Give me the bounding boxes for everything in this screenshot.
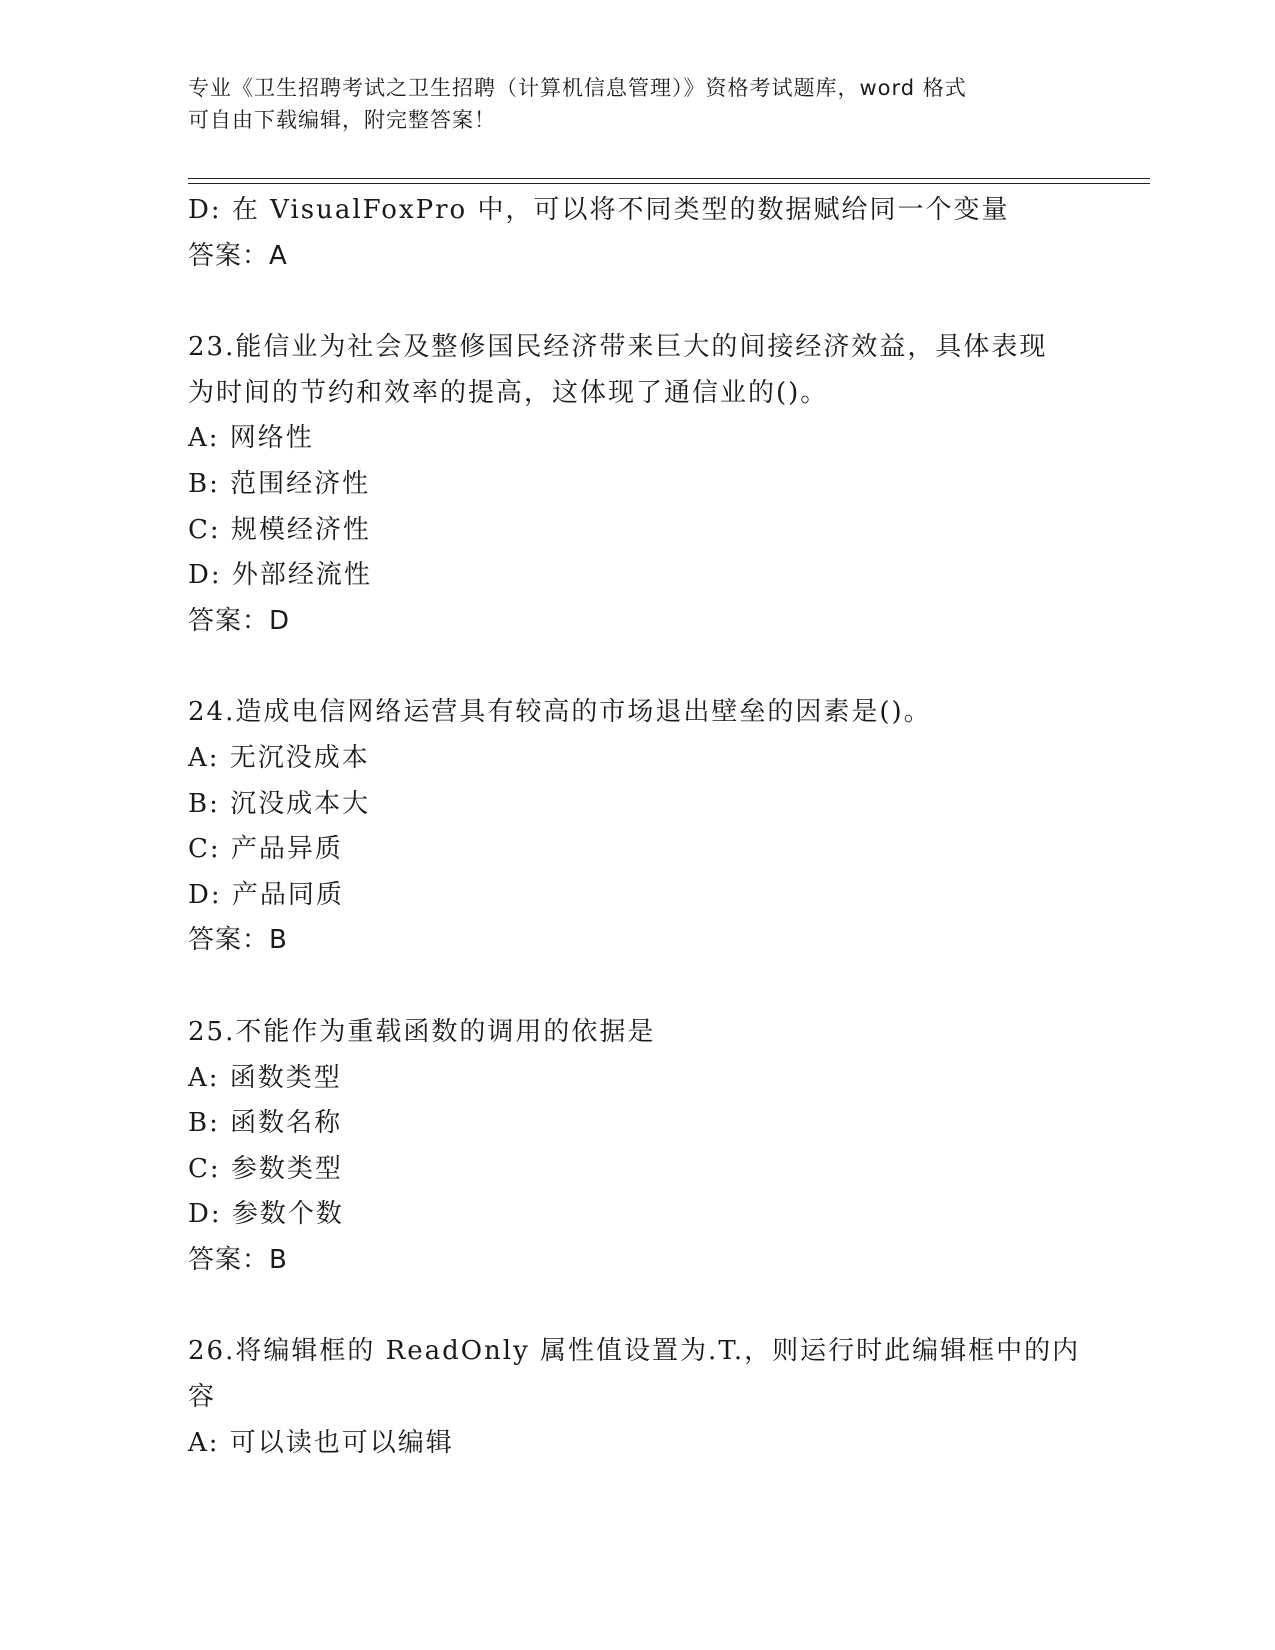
document-header (188, 72, 1068, 136)
question-23 (188, 325, 1088, 644)
spacer (188, 644, 1088, 690)
option-b: B: 函数名称 (188, 1108, 343, 1139)
header-line-2: 可自由下载编辑，附完整答案！ (188, 108, 496, 132)
prev-answer: 答案：A (188, 240, 288, 271)
option-a: A: 函数类型 (188, 1062, 342, 1093)
spacer (188, 964, 1088, 1010)
option-d: D: 产品同质 (188, 879, 344, 910)
question-stem: 23.能信业为社会及整修国民经济带来巨大的间接经济效益，具体表现 (188, 332, 1048, 363)
answer: 答案：D (188, 605, 291, 636)
question-25 (188, 1010, 1088, 1284)
header-divider-bottom (188, 183, 1150, 184)
question-stem: 26.将编辑框的 ReadOnly 属性值设置为.T.，则运行时此编辑框中的内 (188, 1336, 1081, 1367)
option-b: B: 沉没成本大 (188, 788, 371, 819)
prev-option-d: D: 在 VisualFoxPro 中，可以将不同类型的数据赋给同一个变量 (188, 195, 1010, 225)
option-d: D: 参数个数 (188, 1199, 344, 1230)
question-list (188, 188, 1088, 1466)
spacer (188, 279, 1088, 325)
header-line-1: 专业《卫生招聘考试之卫生招聘（计算机信息管理）》资格考试题库，word 格式 (188, 76, 967, 100)
question-24 (188, 690, 1088, 964)
option-d: D: 外部经流性 (188, 560, 372, 591)
question-stem: 为时间的节约和效率的提高，这体现了通信业的()。 (188, 377, 829, 408)
option-a: A: 网络性 (188, 423, 314, 454)
answer: 答案：B (188, 925, 288, 956)
spacer (188, 1283, 1088, 1329)
option-c: C: 规模经济性 (188, 514, 371, 545)
question-stem: 25.不能作为重载函数的调用的依据是 (188, 1016, 656, 1047)
question-stem: 24.造成电信网络运营具有较高的市场退出壁垒的因素是()。 (188, 697, 932, 728)
question-stem: 容 (188, 1382, 217, 1413)
option-c: C: 产品异质 (188, 834, 343, 865)
header-divider-top (188, 178, 1150, 179)
answer: 答案：B (188, 1244, 288, 1275)
option-a: A: 无沉没成本 (188, 742, 370, 773)
option-b: B: 范围经济性 (188, 468, 371, 499)
question-26 (188, 1329, 1088, 1466)
option-a: A: 可以读也可以编辑 (188, 1427, 454, 1458)
option-c: C: 参数类型 (188, 1153, 343, 1184)
